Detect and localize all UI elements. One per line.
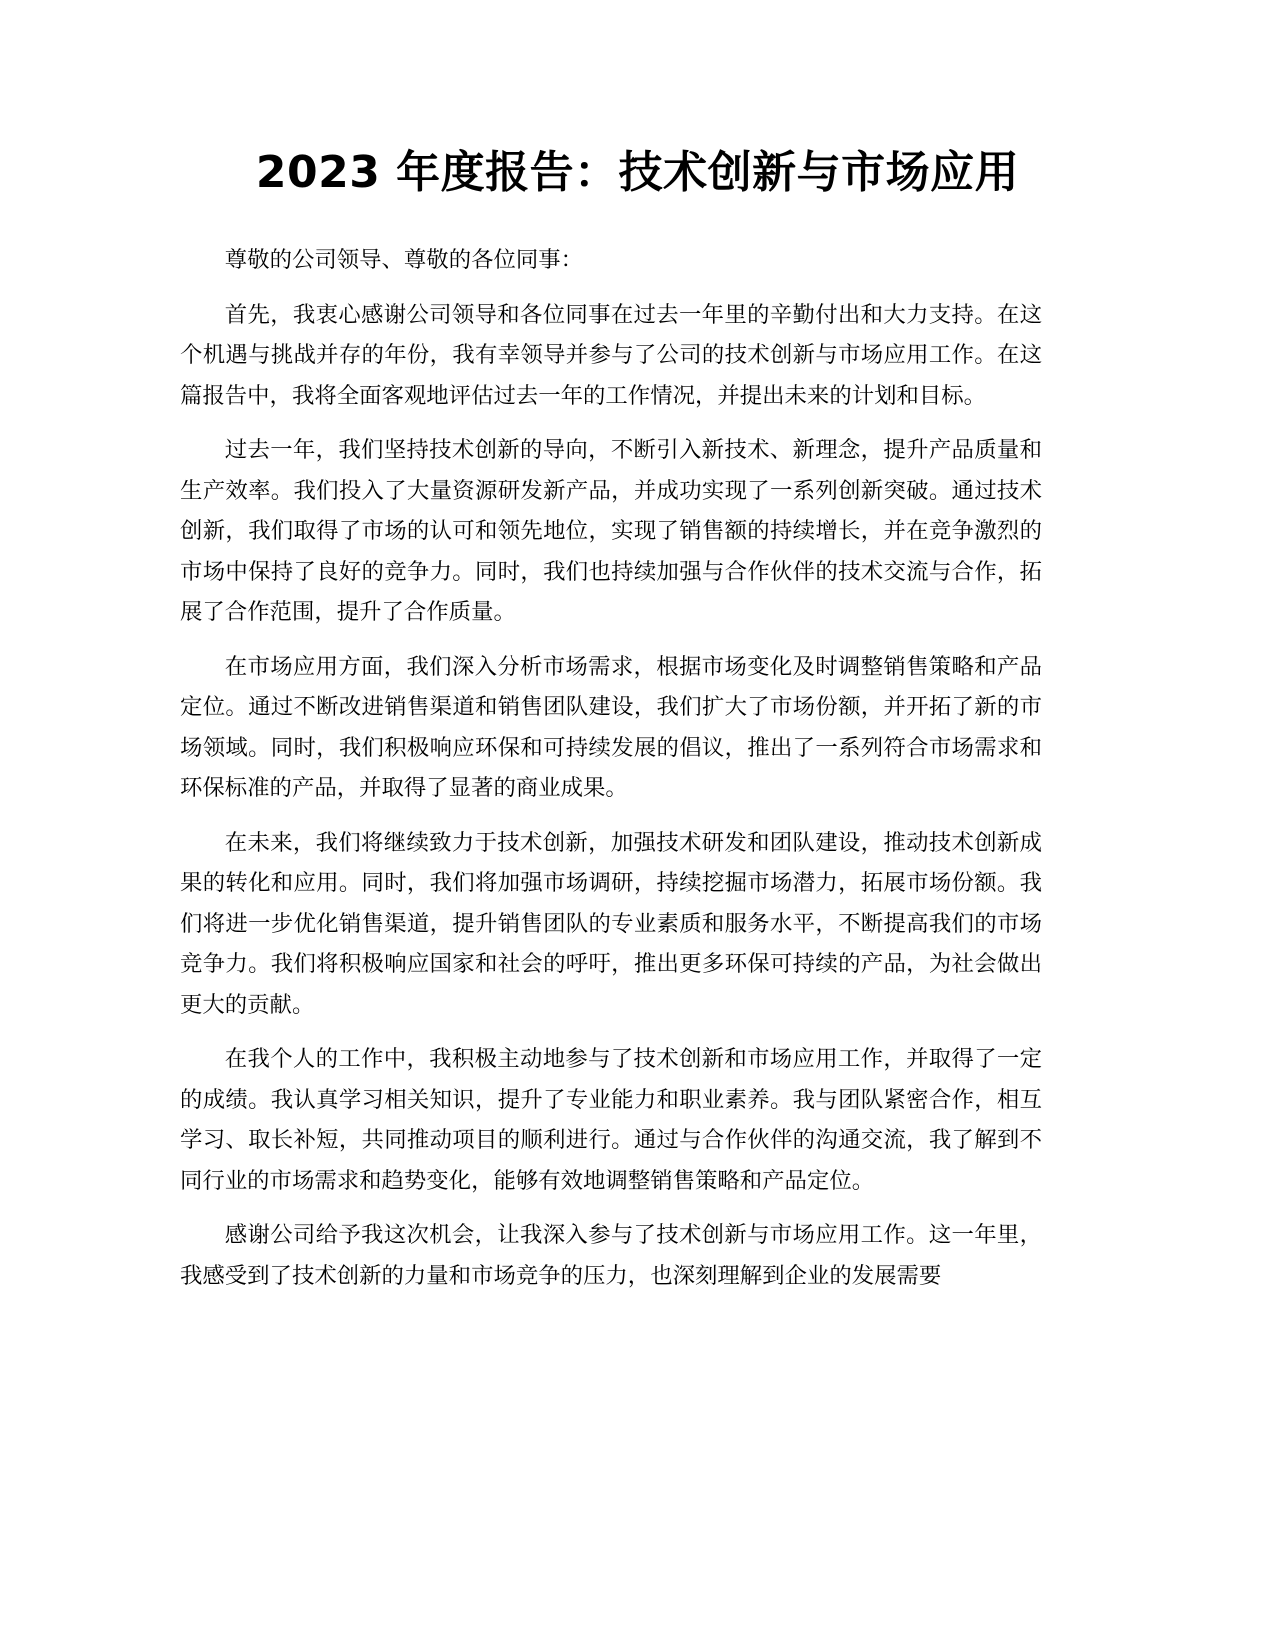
paragraph-future-plan: 在未来，我们将继续致力于技术创新，加强技术研发和团队建设，推动技术创新成果的转化和应用。同时，我们将加强市场调研，持续挖掘市场潜力，拓展市场份额。我们将进一步优化销售渠道，提升销售团队的专业素质和服务水平，不断提高我们的市场竞争力。我们将积极响应国家和社会的呼吁，推出更多环保可持续的产品，为社会做出更大的贡献。 [180, 829, 1042, 1018]
paragraph-tech-innovation: 过去一年，我们坚持技术创新的导向，不断引入新技术、新理念，提升产品质量和生产效率。我们投入了大量资源研发新产品，并成功实现了一系列创新突破。通过技术创新，我们取得了市场的认可和领先地位，实现了销售额的持续增长，并在竞争激烈的市场中保持了良好的竞争力。同时，我们也持续加强与合作伙伴的技术交流与合作，拓展了合作范围，提升了合作质量。 [180, 437, 1042, 625]
paragraph-market-application: 在市场应用方面，我们深入分析市场需求，根据市场变化及时调整销售策略和产品定位。通过不断改进销售渠道和销售团队建设，我们扩大了市场份额，并开拓了新的市场领域。同时，我们积极响应环保和可持续发展的倡议，推出了一系列符合市场需求和环保标准的产品，并取得了显著的商业成果。 [180, 653, 1042, 801]
paragraph-thanks: 首先，我衷心感谢公司领导和各位同事在过去一年里的辛勤付出和大力支持。在这个机遇与挑战并存的年份，我有幸领导并参与了公司的技术创新与市场应用工作。在这篇报告中，我将全面客观地评估过去一年的工作情况，并提出未来的计划和目标。 [180, 301, 1042, 409]
document-title: 2023 年度报告：技术创新与市场应用 [255, 147, 1020, 198]
document-body [180, 240, 1042, 1310]
greeting-paragraph: 尊敬的公司领导、尊敬的各位同事： [224, 247, 584, 273]
paragraph-personal-work: 在我个人的工作中，我积极主动地参与了技术创新和市场应用工作，并取得了一定的成绩。我认真学习相关知识，提升了专业能力和职业素养。我与团队紧密合作，相互学习、取长补短，共同推动项目的顺利进行。通过与合作伙伴的沟通交流，我了解到不同行业的市场需求和趋势变化，能够有效地调整销售策略和产品定位。 [180, 1046, 1042, 1194]
paragraph-gratitude: 感谢公司给予我这次机会，让我深入参与了技术创新与市场应用工作。这一年里，我感受到了技术创新的力量和市场竞争的压力，也深刻理解到企业的发展需要 [180, 1222, 1042, 1289]
